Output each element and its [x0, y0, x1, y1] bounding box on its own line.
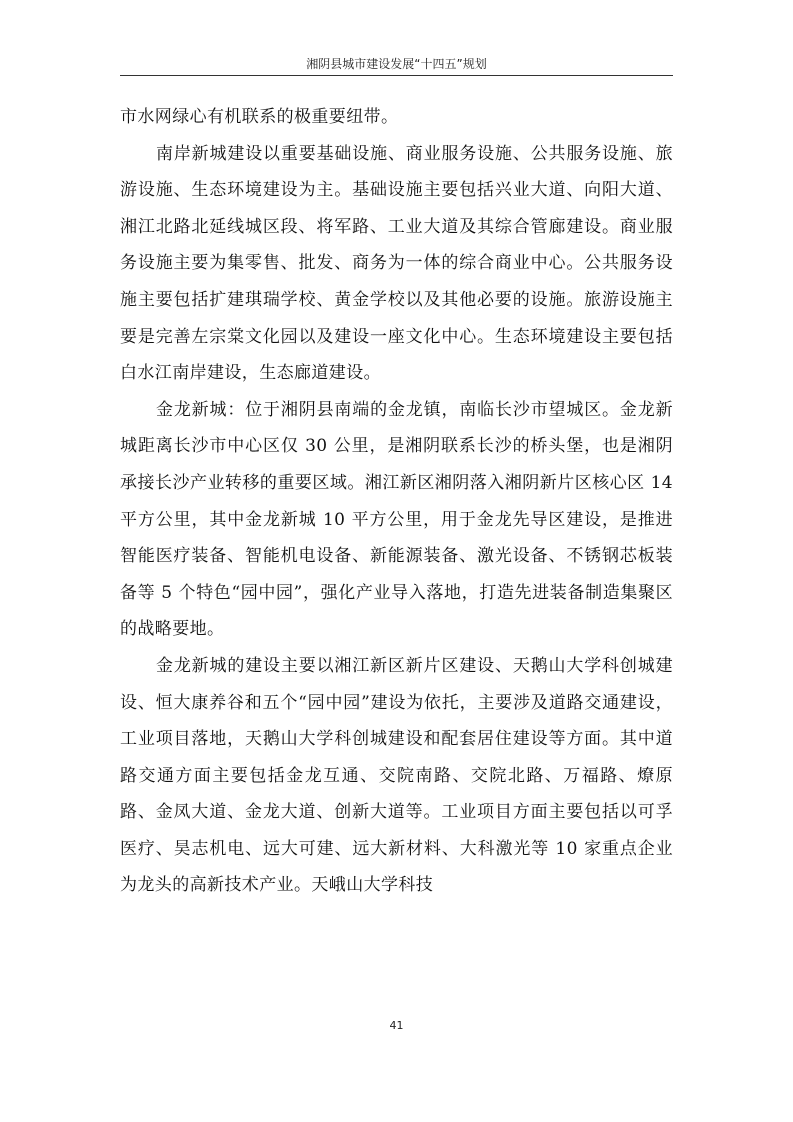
paragraph-jinlong-new-town-location: 金龙新城：位于湘阴县南端的金龙镇，南临长沙市望城区。金龙新城距离长沙市中心区仅 30 公里，是湘阴联系长沙的桥头堡，也是湘阴承接长沙产业转移的重要区域。湘江新区湘阴落入湘阴新片区核心区 14 平方公里，其中金龙新城 10 平方公里，用于金龙先导区建设，是推进智能医疗装备、智能机电设备、新能源装备、激光设备、不锈钢芯板装备等 5 个特色“园中园”，强化产业导入落地，打造先进装备制造集聚区的战略要地。	[120, 399, 673, 640]
header-divider	[120, 75, 673, 76]
running-header: 湘阴县城市建设发展“十四五”规划	[306, 57, 487, 71]
paragraph-continuation: 市水网绿心有机联系的极重要纽带。	[120, 107, 399, 127]
paragraph-nanan-new-town: 南岸新城建设以重要基础设施、商业服务设施、公共服务设施、旅游设施、生态环境建设为主。基础设施主要包括兴业大道、向阳大道、湘江北路北延线城区段、将军路、工业大道及其综合管廊建设。商业服务设施主要为集零售、批发、商务为一体的综合商业中心。公共服务设施主要包括扩建琪瑞学校、黄金学校以及其他必要的设施。旅游设施主要是完善左宗棠文化园以及建设一座文化中心。生态环境建设主要包括白水江南岸建设，生态廊道建设。	[120, 143, 673, 384]
paragraph-jinlong-new-town-construction: 金龙新城的建设主要以湘江新区新片区建设、天鹅山大学科创城建设、恒大康养谷和五个“园中园”建设为依托，主要涉及道路交通建设，工业项目落地，天鹅山大学科创城建设和配套居住建设等方面。其中道路交通方面主要包括金龙互通、交院南路、交院北路、万福路、燎原路、金凤大道、金龙大道、创新大道等。工业项目方面主要包括以可孚医疗、昊志机电、远大可建、远大新材料、大科激光等 10 家重点企业为龙头的高新技术产业。天峨山大学科技	[120, 655, 673, 896]
document-body	[120, 99, 673, 904]
page-number: 41	[389, 1019, 404, 1032]
